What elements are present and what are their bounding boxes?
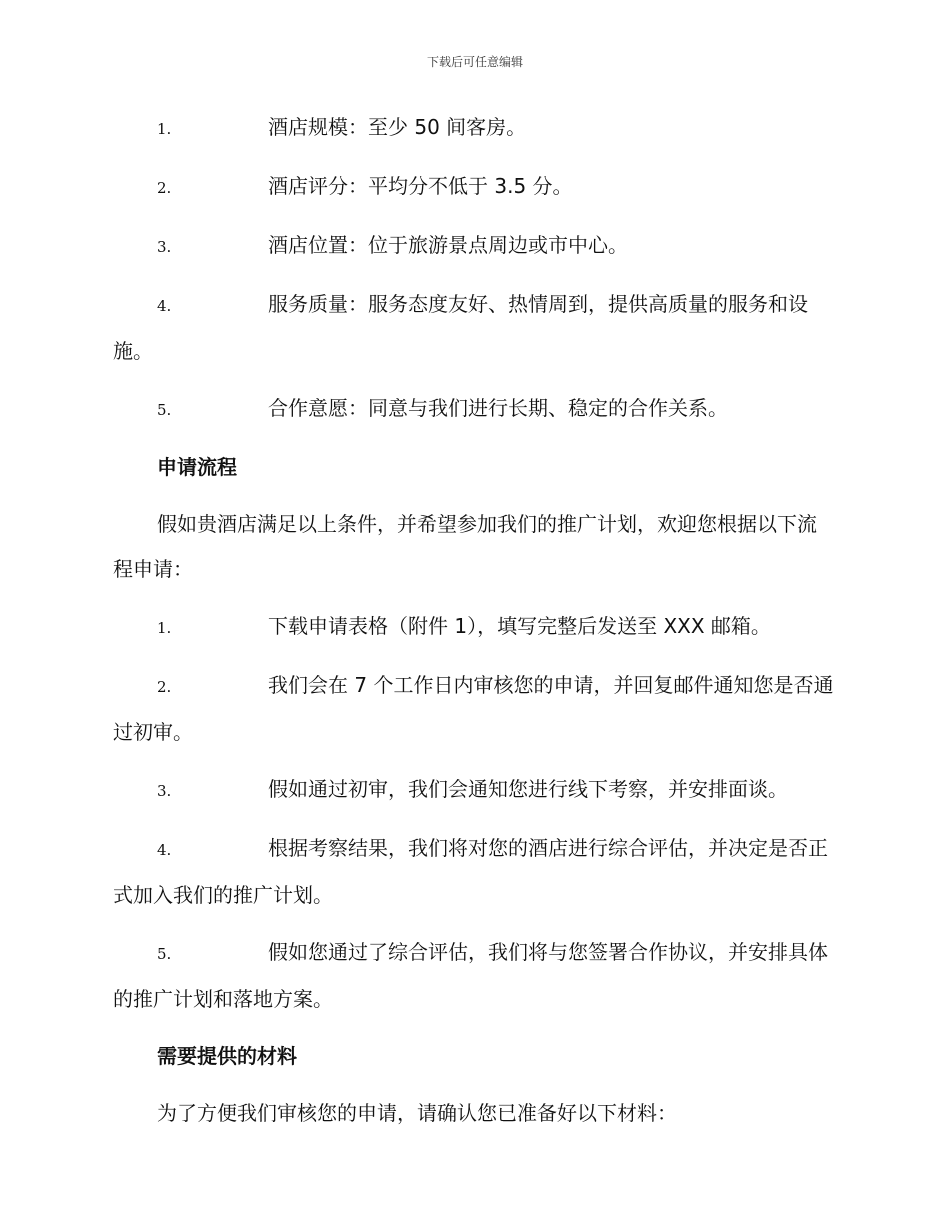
list-item [113, 663, 835, 755]
list-item [113, 604, 835, 651]
list-text: 合作意愿：同意与我们进行长期、稳定的合作关系。 [268, 396, 728, 420]
list-number: 4. [157, 297, 172, 315]
list-item [113, 105, 835, 152]
section-heading-application: 申请流程 [157, 455, 237, 479]
list-item [113, 826, 835, 918]
list-text: 酒店规模：至少 50 间客房。 [268, 115, 527, 139]
application-intro: 假如贵酒店满足以上条件，并希望参加我们的推广计划，欢迎您根据以下流程申请： [113, 512, 817, 581]
list-text: 我们会在 7 个工作日内审核您的申请，并回复邮件通知您是否通过初审。 [113, 673, 834, 744]
list-text: 下载申请表格（附件 1），填写完整后发送至 XXX 邮箱。 [268, 614, 771, 638]
list-item [113, 223, 835, 270]
section-heading-materials: 需要提供的材料 [157, 1044, 297, 1068]
list-text: 假如您通过了综合评估，我们将与您签署合作协议，并安排具体的推广计划和落地方案。 [113, 940, 828, 1011]
document-body [113, 105, 835, 1148]
list-number: 5. [157, 945, 172, 963]
list-number: 1. [157, 619, 172, 637]
list-text: 酒店位置：位于旅游景点周边或市中心。 [268, 233, 628, 257]
list-number: 4. [157, 841, 172, 859]
list-item [113, 386, 835, 433]
list-item [113, 282, 835, 374]
list-item [113, 164, 835, 211]
materials-intro: 为了方便我们审核您的申请，请确认您已准备好以下材料： [157, 1101, 677, 1125]
list-number: 5. [157, 401, 172, 419]
list-number: 2. [157, 179, 172, 197]
list-number: 3. [157, 238, 172, 256]
list-text: 假如通过初审，我们会通知您进行线下考察，并安排面谈。 [268, 777, 788, 801]
list-item [113, 767, 835, 814]
list-number: 1. [157, 120, 172, 138]
list-number: 2. [157, 678, 172, 696]
list-text: 服务质量：服务态度友好、热情周到，提供高质量的服务和设施。 [113, 292, 808, 363]
list-text: 酒店评分：平均分不低于 3.5 分。 [268, 174, 573, 198]
list-item [113, 930, 835, 1022]
page-header: 下载后可任意编辑 [426, 55, 523, 69]
list-number: 3. [157, 782, 172, 800]
list-text: 根据考察结果，我们将对您的酒店进行综合评估，并决定是否正式加入我们的推广计划。 [113, 836, 828, 907]
